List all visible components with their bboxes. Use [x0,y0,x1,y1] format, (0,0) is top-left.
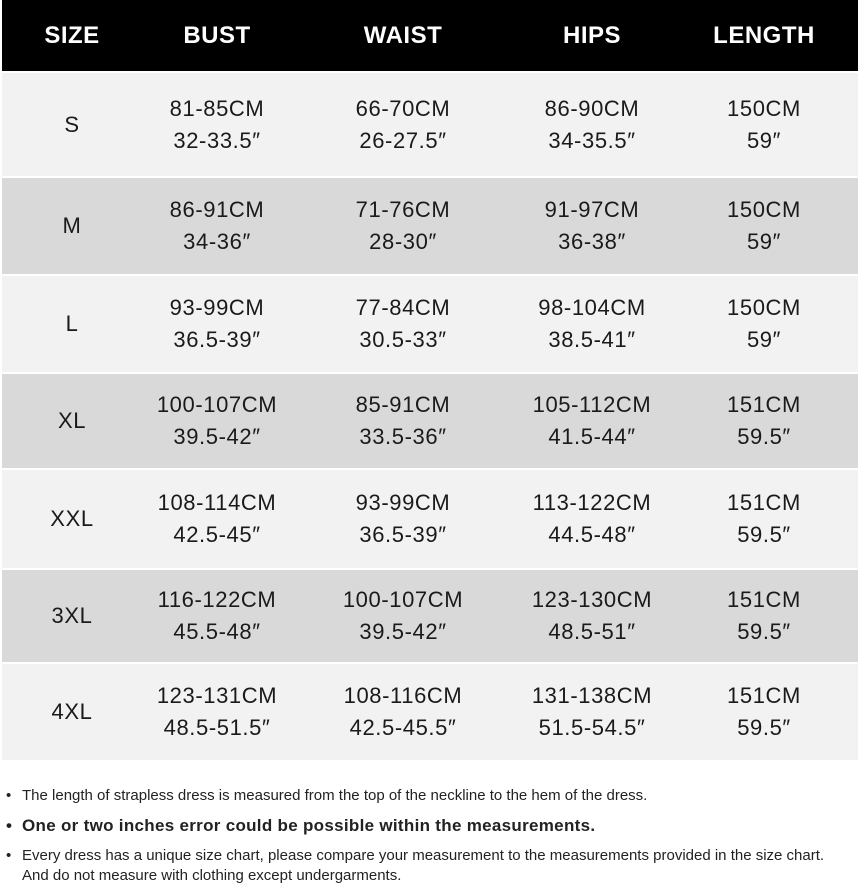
notes-list [4,786,852,896]
waist-cell: 66-70CM 26-27.5″ [355,95,451,153]
header-waist: WAIST [363,21,443,49]
header-hips: HIPS [562,21,621,49]
bust-cell: 108-114CM 42.5-45″ [157,490,277,547]
note-error-warning [4,816,852,836]
note-text: The length of strapless dress is measured from the top of the neckline to the hem of the dress. [22,787,648,804]
hips-cell: 131-138CM 51.5-54.5″ [531,683,653,740]
hips-cell: 113-122CM 44.5-48″ [532,490,652,547]
bullet-icon: • [6,847,12,864]
size-label: XXL [50,506,94,531]
bullet-icon: • [6,816,13,835]
note-compare-advice [4,846,852,886]
table-row [2,568,858,662]
hips-cell: 91-97CM 36-38″ [544,197,640,254]
waist-cell: 85-91CM 33.5-36″ [355,392,451,449]
header-length: LENGTH [713,21,815,49]
length-cell: 151CM 59.5″ [727,683,801,740]
length-cell: 150CM 59″ [727,95,801,153]
size-label: 4XL [51,699,93,724]
bust-cell: 123-131CM 48.5-51.5″ [156,683,278,740]
waist-cell: 93-99CM 36.5-39″ [355,490,451,547]
waist-cell: 71-76CM 28-30″ [355,197,451,254]
size-chart-table [2,0,858,760]
table-row [2,662,858,760]
length-cell: 151CM 59.5″ [727,587,801,644]
table-header [2,0,858,71]
length-cell: 150CM 59″ [727,197,801,254]
length-cell: 150CM 59″ [727,295,801,352]
hips-cell: 98-104CM 38.5-41″ [538,295,646,352]
table-row [2,372,858,468]
bust-cell: 116-122CM 45.5-48″ [157,587,277,644]
waist-cell: 100-107CM 39.5-42″ [342,587,464,644]
size-label: 3XL [51,603,93,628]
bust-cell: 81-85CM 32-33.5″ [169,95,265,153]
header-size: SIZE [44,21,100,49]
bust-cell: 86-91CM 34-36″ [169,197,265,254]
bullet-icon: • [6,787,12,804]
table-row [2,176,858,274]
table-row [2,274,858,372]
hips-cell: 123-130CM 48.5-51″ [531,587,653,644]
note-text: Every dress has a unique size chart, please compare your measurement to the measurements provided in the size chart. And do not measure with clothing except undergarments. [22,847,825,884]
note-measurement-method [4,786,852,806]
waist-cell: 108-116CM 42.5-45.5″ [343,683,463,740]
bust-cell: 100-107CM 39.5-42″ [156,392,278,449]
size-label: S [64,111,80,137]
length-cell: 151CM 59.5″ [727,490,801,547]
table-row [2,468,858,568]
hips-cell: 105-112CM 41.5-44″ [532,392,652,449]
size-label: L [65,311,79,336]
bust-cell: 93-99CM 36.5-39″ [169,295,265,352]
table-row [2,71,858,176]
note-text: One or two inches error could be possible within the measurements. [22,816,596,835]
size-label: XL [57,408,87,433]
hips-cell: 86-90CM 34-35.5″ [544,95,640,153]
waist-cell: 77-84CM 30.5-33″ [355,295,451,352]
length-cell: 151CM 59.5″ [727,392,801,449]
header-bust: BUST [183,21,251,49]
size-label: M [62,213,82,238]
